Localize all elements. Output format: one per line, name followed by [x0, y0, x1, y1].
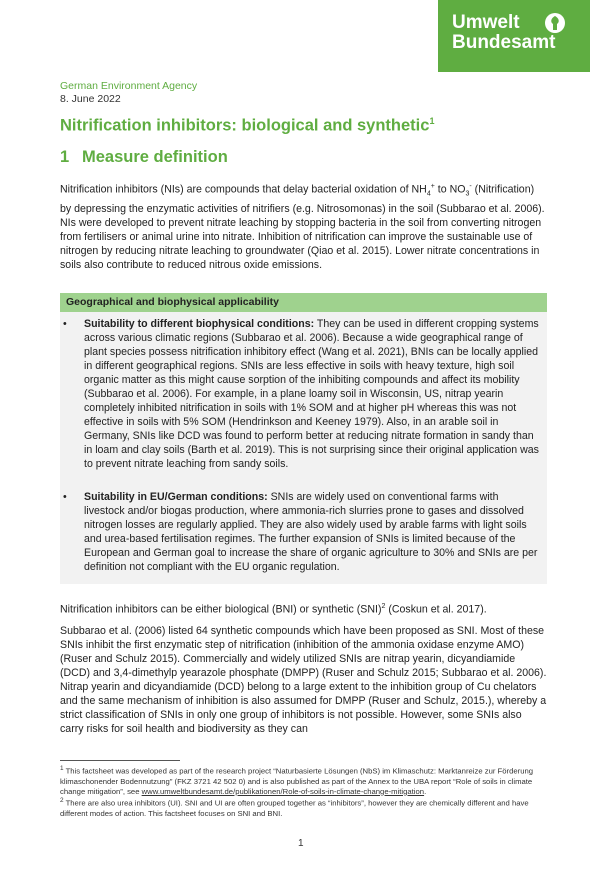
- list-item-label: Suitability to different biophysical conditions:: [84, 318, 315, 330]
- logo-line-umwelt: Umwelt: [452, 12, 520, 33]
- footnote-1-text: This factsheet was developed as part of the research project “Naturbasierte Lösungen (NbS) im Klimaschutz: Marktanreize zur Förderung klimaschonender Bodennutzung” (FKZ 3721 42 502 0) and is also published as part of the Annex to the UBA report “Role of soils in climate change mitigation”, see: [60, 766, 534, 796]
- intro-text-b: to NO: [434, 183, 466, 196]
- types-text-a: Nitrification inhibitors can be either biological (BNI) or synthetic (SNI): [60, 603, 382, 616]
- footnote-2-number: 2: [60, 797, 64, 804]
- list-item-label: Suitability in EU/German conditions:: [84, 491, 268, 503]
- tree-logo-icon: [544, 12, 566, 34]
- footnote-2-text: There are also urea inhibitors (UI). SNI and UI are often grouped together as “inhibitors”, however they are chemically different and have different modes of action. This factsheet focuses on SNI and BNI.: [60, 798, 529, 818]
- types-text-b: (Coskun et al. 2017).: [385, 603, 487, 616]
- types-paragraph: [60, 600, 548, 617]
- section-heading: [60, 148, 228, 167]
- list-item-body: SNIs are widely used on conventional farms with livestock and/or biogas production, where ammonia-rich slurries prone to gases and dissolved nitrogen losses are regularly applied. They are also widely used by arable farms with light soils and urea-based fertilisation regimes. The further expansion of SNIs is limited because of the European and German goal to increase the share of organic agriculture to 30% and SNIs are per definition not compliant with the EU organic regulation.: [84, 491, 538, 573]
- publication-date: 8. June 2022: [60, 93, 121, 105]
- footnote-1-link[interactable]: www.umweltbundesamt.de/publikationen/Role-of-soils-in-climate-change-mitigation: [141, 786, 425, 796]
- umweltbundesamt-logo: [438, 0, 590, 72]
- intro-text-a: Nitrification inhibitors (NIs) are compounds that delay bacterial oxidation of NH: [60, 183, 427, 196]
- list-item-text: [84, 317, 539, 471]
- page-number: 1: [298, 838, 304, 849]
- logo-line-bundesamt: Bundesamt: [452, 32, 556, 53]
- list-item-text: [84, 490, 539, 574]
- footnote-ref-2[interactable]: 2: [381, 603, 386, 610]
- intro-text-c: (Nitrification) by depressing the enzymatic activities of nitrifiers (e.g. Nitrosomonas) in the soil (Subbarao et al. 2006). NIs were developed to prevent nitrate leaching by stopping bacteria in the soil from converting nitrogen from fertilisers or animal urine into nitrate. Inhibition of nitrification can improve the sustainable use of nitrogen by reducing nitrate leaching to groundwater (Qiao et al. 2015). Lower nitrate concentrations in soils also contribute to reduced nitrous oxide emissions.: [60, 183, 545, 271]
- applicability-box-header: [60, 293, 547, 312]
- bullet-icon: •: [63, 318, 67, 330]
- agency-name: German Environment Agency: [60, 80, 198, 92]
- sni-paragraph: Subbarao et al. (2006) listed 64 synthetic compounds which have been proposed as SNI. Most of these SNIs inhibit the first enzymatic step of nitrification (inhibition of the ammonia oxidase enzyme AMO) (Ruser and Schulz 2015). Commercially and widely utilized SNIs are nitrap yearin, dicyandiamide (DCD) and 3,4-dimethylp yearazole phosphate (DMPP) (Ruser and Schulz 2015; Subbarao et al. 2006). Nitrap yearin and dicyandiamide (DCD) belong to a large extent to the inhibition group of Cu chelators and the same mechanism of inhibition is also assumed for DMPP (Ruser and Schulz, 2015.), whereby a strict classification of SNIs in only one group of inhibitors is not possible. However, some SNIs also carry risks for soil health and biodiversity as they can: [60, 625, 547, 735]
- section-title: Measure definition: [82, 148, 228, 166]
- footnote-1-number: 1: [60, 765, 64, 772]
- title-footnote-ref[interactable]: 1: [429, 116, 435, 126]
- document-title-text: Nitrification inhibitors: biological and synthetic: [60, 116, 430, 135]
- footnote-1-tail: .: [424, 786, 427, 796]
- applicability-heading: Geographical and biophysical applicability: [66, 296, 279, 308]
- intro-paragraph: Nitrification inhibitors (NIs) are compounds that delay bacterial oxidation of $NH_4^+$ to $NO_3^-$ (Nitrification) by depressing the enzymatic activities of nitrifiers (e.g. Nitrosomonas) in the soil (Subbarao et al. 2006). NIs were developed to prevent nitrate leaching by stopping bacteria in the soil from converting nitrogen from fertilisers or animal urine into nitrate. Inhibition of nitrification can improve the sustainable use of nitrogen by reducing nitrate leaching to groundwater (Qiao et al. 2015). Lower nitrate concentrations in soils also contribute to reduced nitrous oxide emissions.: [60, 183, 545, 271]
- bullet-icon: •: [63, 491, 67, 503]
- document-title: [60, 116, 434, 136]
- footnote-2: [60, 796, 548, 819]
- section-number: 1: [60, 148, 70, 166]
- list-item-body: They can be used in different cropping systems across various climatic regions (Subbarao et al. 2006). Because a wide geographical range of plant species possess nitrification inhibitory effect (Wang et al. 2021), BNIs can be locally applied in different geographical regions. SNIs are less effective in soils with heavy texture, high soil organic matter as this might cause sorption of the inhibiting compounds and affect its mobility (Subbarao et al. 2006). For example, in a plane loamy soil in Wisconsin, US, nitrap yearin completely inhibited nitrification in soils with 1% SOM and at higher pH whereas this was not effective in soils with 5% SOM (Hendrinkson and Keeney 1979). Also, in an arable soil in Germany, SNIs like DCD was found to perform better at reducing nitrate formation in sandy than in loam and clay soils (Barth et al. 2019). This is not surprising since their original application was to prevent nitrate leaching from sandy soils.: [84, 318, 539, 470]
- footnote-1: [60, 764, 548, 797]
- applicability-box: [60, 293, 547, 584]
- footnote-divider: [60, 760, 180, 761]
